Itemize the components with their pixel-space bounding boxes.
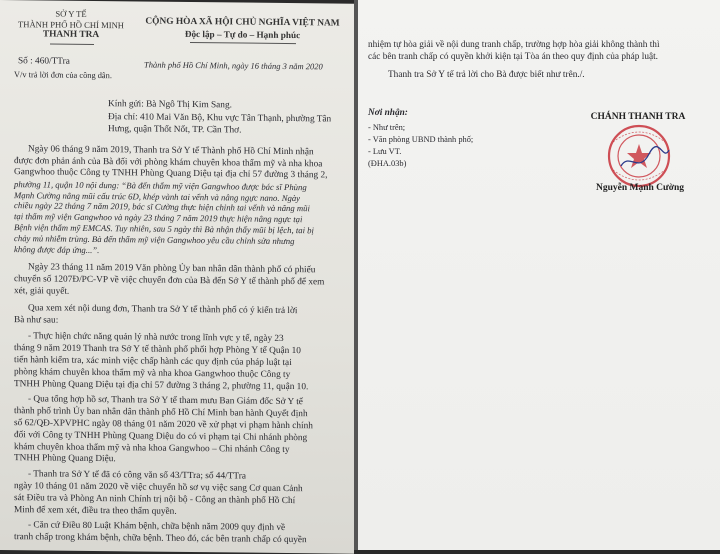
agency-line-1: SỞ Y TẾ [55,8,87,19]
body-line: ngày 10 tháng 01 năm 2020 về việc chuyển hồ sơ vụ việc sang Cơ quan Cảnh [14,481,303,495]
body-line: - Qua tổng hợp hồ sơ, Thanh tra Sở Y tế tham mưu Ban Giám đốc Sở Y tế [28,394,303,408]
body-line: xét, giải quyết. [14,285,70,297]
body-line: thành phố trình Ủy ban nhân dân thành phố Hồ Chí Minh ban hành Quyết định [14,406,308,420]
body-line: số 62/QĐ-XPVPHC ngày 08 tháng 01 năm 2020 về xử phạt vi phạm hành chính [14,418,313,432]
body-line: Bệnh viện thẩm mỹ EMCAS. Tuy nhiên, sau 5 ngày thì Bà nhận thấy mũi bị lệch, tai bị [14,222,314,236]
recipient-item: (ĐHA.03b) [368,159,407,168]
signer-name: Nguyễn Mạnh Cường [595,183,685,193]
body-line: các bên tranh chấp có quyền khởi kiện tại Tòa án theo quy định của pháp luật. [368,52,659,62]
right-document-page [358,0,720,550]
addressee-line: Kính gửi: Bà Ngô Thị Kim Sang. [108,99,232,111]
recipient-item: - Văn phòng UBND thành phố; [368,135,474,144]
body-line: Ngày 23 tháng 11 năm 2019 Văn phòng Ủy ban nhân dân thành phố có phiếu [28,262,316,276]
document-number: Số : 460/TTra [18,56,70,67]
body-line: Mạnh Cường nâng mũi cấu trúc 6D, khép vành tai vểnh và nâng ngực nano. Ngày [14,189,301,203]
body-line: không được đáp ứng...”. [14,243,100,255]
addressee-line: Địa chỉ: 410 Mai Văn Bộ, Khu vực Tân Thạnh, phường Tân [108,112,332,125]
issuing-agency [12,8,130,41]
body-line: phòng khám chuyên khoa thẩm mỹ và nha khoa Gangwhoo thuộc Công ty [14,366,291,380]
body-line: chảy mủ nhiễm trùng. Bà đến thẩm mỹ viện Gangwhoo yêu cầu chỉnh sửa nhưng [14,232,295,246]
body-line: TNHH Phùng Quang Diệu. [14,453,116,465]
recipient-item: - Như trên; [368,123,406,132]
body-line: Bà như sau: [14,314,59,326]
body-line: chuyển số 1207Đ/PC-VP về việc chuyển đơn của Bà đến Sở Y tế thành phố để xem [14,274,325,288]
body-line: được đơn phản ánh của Bà đối với phòng khám chuyên khoa thẩm mỹ và nha khoa [14,155,323,169]
addressee-line: Hưng, quận Thốt Nốt, TP. Cần Thơ. [108,124,242,136]
body-line: nhiệm tự hòa giải về nội dung tranh chấp, trường hợp hòa giải không thành thì [368,40,660,50]
body-line: khám chuyên khoa thẩm mỹ và nha khoa Gangwhoo – Chi nhánh Công ty [14,441,290,455]
body-line: tranh chấp trong khám bệnh, chữa bệnh. Theo đó, các bên tranh chấp có quyền [14,532,307,546]
body-line: chiều ngày 22 tháng 7 năm 2019, bác sĩ Cường thực hiện chỉnh tai vểnh và nâng mũi [14,200,310,214]
body-line: Ngày 06 tháng 9 năm 2019, Thanh tra Sở Y tế Thành phố Hồ Chí Minh nhận [28,144,314,158]
body-line: Minh để xem xét, điều tra theo thẩm quyền. [14,504,177,517]
closing-line: Thanh tra Sở Y tế trả lời cho Bà được biết như trên./. [388,70,585,80]
body-line: Qua xem xét nội dung đơn, Thanh tra Sở Y tế thành phố có ý kiến trả lời [28,303,298,317]
left-document-page [0,0,354,554]
body-line: Gangwhoo thuộc Công ty TNHH Phùng Quang Diệu tại địa chỉ 57 đường 3 tháng 2, [14,167,328,181]
body-line: - Thực hiện chức năng quản lý nhà nước trong lĩnh vực y tế, ngày 23 [28,331,284,345]
body-line: - Thanh tra Sở Y tế đã có công văn số 43/TTra; số 44/TTra [28,469,246,482]
body-line: tiến hành kiểm tra, xác minh việc chấp hành các quy định của pháp luật tại [14,355,292,369]
national-header [140,15,345,41]
nation-name: CỘNG HÒA XÃ HỘI CHỦ NGHĨA VIỆT NAM [145,16,340,29]
body-line: TNHH Phùng Quang Diệu tại địa chỉ 57 đường 3 tháng 2, phường 11, quận 10. [14,378,309,392]
motto-underline [190,42,296,44]
recipient-item: - Lưu VT. [368,147,402,156]
body-line: phường 11, quận 10 nội dung: “Bà đến thẩm mỹ viện Gangwhoo được bác sĩ Phùng [14,178,307,193]
recipients-title: Nơi nhận: [368,108,408,118]
body-line: - Căn cứ Điều 80 Luật Khám bệnh, chữa bệnh năm 2009 quy định về [28,520,286,534]
agency-line-3: THANH TRA [42,29,100,41]
document-date: Thành phố Hồ Chí Minh, ngày 16 tháng 3 năm 2020 [144,59,323,72]
body-line: sát Điều tra và Phòng An ninh Chính trị nội bộ - Công an thành phố Hồ Chí [14,492,296,506]
body-line: đối với Công ty TNHH Phùng Quang Diệu do có vi phạm tại Chi nhánh phòng [14,429,308,444]
body-line: tháng 9 năm 2019 Thanh tra Sở Y tế thành phố phối hợp Phòng Y tế Quận 10 [14,343,301,357]
agency-underline [50,44,94,45]
signer-title: CHÁNH THANH TRA [590,112,686,122]
agency-line-2: THÀNH PHỐ HỒ CHÍ MINH [18,18,124,30]
document-subject: V/v trả lời đơn của công dân. [14,70,112,81]
body-line: tại thẩm mỹ viện Gangwhoo và ngày 23 tháng 7 năm 2019 thực hiện nâng ngực tại [14,211,303,225]
national-motto: Độc lập – Tự do – Hạnh phúc [184,28,301,41]
